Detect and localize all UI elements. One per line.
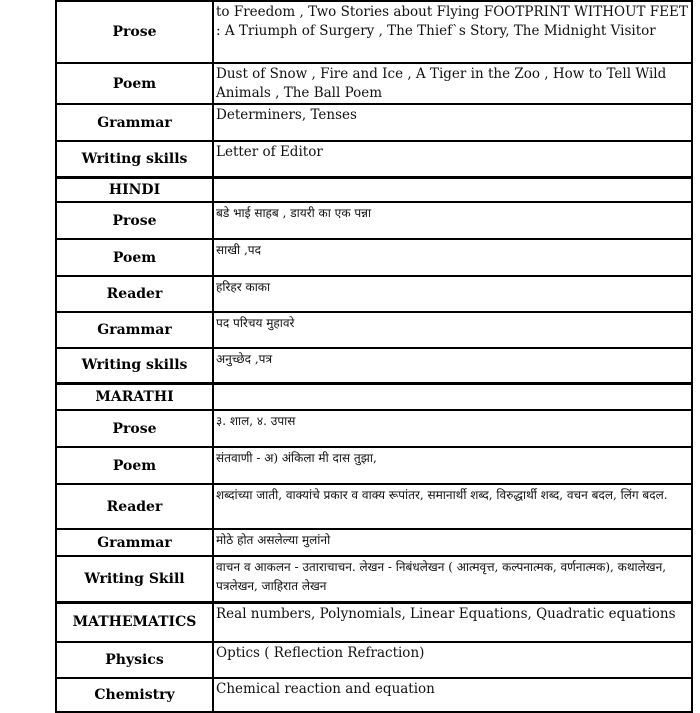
row-label: Grammar	[56, 104, 213, 141]
table-row	[56, 678, 692, 712]
row-content: पद परिचय मुहावरे	[213, 312, 692, 348]
table-row	[56, 202, 692, 239]
row-content: to Freedom , Two Stories about Flying FOOTPRINT WITHOUT FEET : A Triumph of Surgery , The Thief`s Story, The Midnight Visitor	[213, 1, 692, 63]
row-label: Poem	[56, 239, 213, 276]
table-row	[56, 556, 692, 602]
row-label: Reader	[56, 484, 213, 529]
table-row	[56, 410, 692, 447]
table-row	[56, 104, 692, 141]
row-content: साखी ,पद	[213, 239, 692, 276]
row-content: ३. शाल, ४. उपास	[213, 410, 692, 447]
table-row	[56, 141, 692, 177]
row-label: Writing skills	[56, 348, 213, 383]
table-row	[56, 1, 692, 63]
row-content	[213, 177, 692, 202]
row-content: Dust of Snow , Fire and Ice , A Tiger in the Zoo , How to Tell Wild Animals , The Ball Poem	[213, 63, 692, 104]
section-heading: MATHEMATICS	[56, 602, 213, 642]
row-label: Reader	[56, 276, 213, 312]
row-label: Chemistry	[56, 678, 213, 712]
row-label: Grammar	[56, 312, 213, 348]
table-row	[56, 63, 692, 104]
row-content: बडे भाई साहब , डायरी का एक पन्ना	[213, 202, 692, 239]
row-label: Writing skills	[56, 141, 213, 177]
row-content: शब्दांच्या जाती, वाक्यांचे प्रकार व वाक्य रूपांतर, समानार्थी शब्द, विरुद्धार्थी शब्द, वचन बदल, लिंग बदल.	[213, 484, 692, 529]
section-heading: HINDI	[56, 177, 213, 202]
row-label: Grammar	[56, 529, 213, 556]
row-content: Optics ( Reflection Refraction)	[213, 642, 692, 678]
section-row	[56, 383, 692, 410]
row-label: Prose	[56, 410, 213, 447]
table-row	[56, 484, 692, 529]
section-row	[56, 602, 692, 642]
row-label: Prose	[56, 1, 213, 63]
section-row	[56, 177, 692, 202]
row-content	[213, 383, 692, 410]
table-row	[56, 447, 692, 484]
syllabus-table	[55, 0, 693, 713]
row-content: वाचन व आकलन - उताराचाचन. लेखन - निबंधलेखन ( आत्मवृत्त, कल्पनात्मक, वर्णनात्मक), कथालेखन, पत्रलेखन, जाहिरात लेखन	[213, 556, 692, 602]
row-label: Poem	[56, 447, 213, 484]
section-heading: MARATHI	[56, 383, 213, 410]
row-content: Chemical reaction and equation	[213, 678, 692, 712]
row-content: अनुच्छेद ,पत्र	[213, 348, 692, 383]
row-content: Determiners, Tenses	[213, 104, 692, 141]
row-content: हरिहर काका	[213, 276, 692, 312]
table-row	[56, 312, 692, 348]
table-body	[56, 1, 692, 712]
table-row	[56, 529, 692, 556]
table-row	[56, 239, 692, 276]
table-row	[56, 348, 692, 383]
row-content: संतवाणी - अ) अंकिला मी दास तुझा,	[213, 447, 692, 484]
row-content: Real numbers, Polynomials, Linear Equations, Quadratic equations	[213, 602, 692, 642]
table-row	[56, 642, 692, 678]
row-content: Letter of Editor	[213, 141, 692, 177]
table-row	[56, 276, 692, 312]
row-content: मोठे होत असलेल्या मुलांनो	[213, 529, 692, 556]
row-label: Prose	[56, 202, 213, 239]
row-label: Writing Skill	[56, 556, 213, 602]
row-label: Poem	[56, 63, 213, 104]
row-label: Physics	[56, 642, 213, 678]
